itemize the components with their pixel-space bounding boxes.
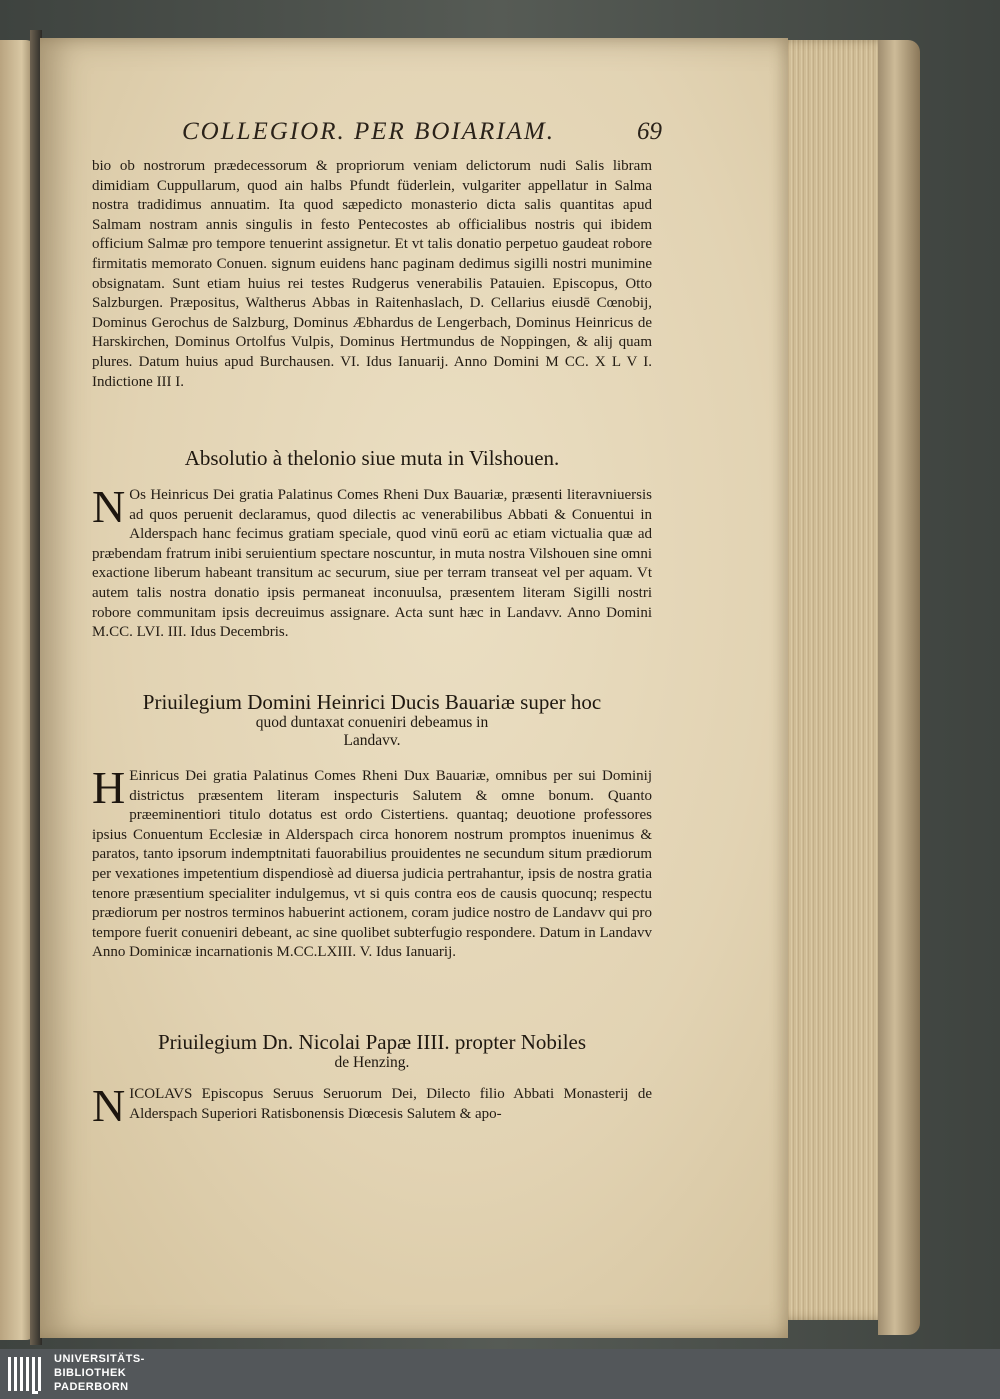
library-name [54, 1352, 145, 1394]
heading-line-1: Priuilegium Dn. Nicolai Papæ IIII. propter Nobiles [157, 1030, 587, 1054]
dropcap: N [92, 481, 126, 532]
paragraph-body: Os Heinricus Dei gratia Palatinus Comes Rheni Dux Bauariæ, præsenti literavniuersis ad quos peruenit declaramus, quod dilectis ac venerabilibus Abbati & Conuentui in Alderspach hanc fecimus gratiam speciale, quod vinū eorū ac etiam victualia quæ ad præbendam fratrum inibi seruientium spectare noscuntur, in muta nostra Vilshouen sine omni exactione liberum habeant transitum ac securum, siue per terram transeat vel per aquam. Vt autem talis nostra donatio ipsis permaneat inconuulsa, præsentem literam Sigilli nostri robore communitam ipsis decreuimus assignare. Acta sunt hæc in Landavv. Anno Domini M.CC. LVI. III. Idus Decembris. [92, 487, 652, 641]
page-block-edges [775, 40, 885, 1320]
heading-text: Absolutio à thelonio siue muta in Vilshouen. [184, 446, 560, 470]
heading-line-1: Priuilegium Domini Heinrici Ducis Bauariæ super hoc [142, 690, 602, 714]
library-footer [0, 1349, 1000, 1399]
running-head [182, 118, 662, 150]
library-name-line-3: PADERBORN [54, 1381, 129, 1393]
heading-line-3: Landavv. [343, 732, 401, 749]
paragraph-body: Einricus Dei gratia Palatinus Comes Rheni Dux Bauariæ, omnibus per sui Dominij districtus præsentem literam inspecturis Salutem & omne bonum. Quanto præeminentiori titulo dotatus est ordo Cistertiens. quantaq; deuotione professores ipsius Conuentum Ecclesiæ in Alderspach circa honorem nostrum promptos inuenimus & paratos, tanto ipsorum indemptnitati fauorabilius prouidentes ne secundum situm prædiorum per vexationes impetentium dispendiosè ad diuersa judicia pertrahantur, ipsis de nostra gratia tenore præsentium specialiter indulgemus, vt si quis contra eos de causis quocunq; respectu prædiorum per nostros terminos habuerint actionem, coram judice nostro de Landavv qui pro tempore fuerit conueniri debeant, ac sine quolibet subterfugio respondere. Datum in Landavv Anno Dominicæ incarnationis M.CC.LXIII. V. Idus Ianuarij. [92, 768, 652, 961]
running-head-title: COLLEGIOR. PER BOIARIAM. [182, 118, 555, 145]
section-heading-priuilegium-heinrici [92, 690, 652, 750]
section-heading-absolutio [92, 446, 652, 470]
heading-line-2: de Henzing. [334, 1054, 410, 1071]
paragraph-body: ICOLAVS Episcopus Seruus Seruorum Dei, Dilecto filio Abbati Monasterij de Alderspach Superiori Ratisbonensis Diœcesis Salutem & apo- [129, 1086, 652, 1122]
library-name-line-1: UNIVERSITÄTS- [54, 1353, 145, 1365]
dropcap: H [92, 762, 126, 813]
dropcap: N [92, 1080, 126, 1131]
heading-line-2: quod duntaxat conueniri debeamus in [255, 714, 489, 731]
library-logo-icon [6, 1353, 46, 1395]
page-number: 69 [637, 118, 662, 145]
paragraph-heinricus-privilege [92, 762, 652, 963]
section-heading-priuilegium-nicolai [92, 1030, 652, 1072]
paragraph-heinricus-charter [92, 481, 652, 643]
paragraph-nicolaus [92, 1080, 652, 1131]
library-name-line-2: BIBLIOTHEK [54, 1367, 127, 1379]
book-cover-edge [878, 40, 920, 1335]
paragraph-continuation: bio ob nostrorum prædecessorum & propriorum veniam delictorum nudi Salis libram dimidiam Cuppullarum, quod ain halbs Pfundt füderlein, vulgariter appellatur in Salma nostra tradidimus annuatim. Ita quod sæpedicto monasterio dicta salis quantitas apud Salmam nostram annis singulis in festo Pentecostes ab officialibus nostris qui ibidem officium Salmæ pro tempore tenuerint assignetur. Et vt talis donatio perpetuo gaudeat robore firmitatis memorato Conuen. signum euidens hanc paginam dedimus sigilli nostri munimine obsignatam. Sunt etiam huius rei testes Rudgerus venerabilis Patauien. Episcopus, Otto Salzburgen. Præpositus, Waltherus Abbas in Raitenhaslach, D. Cellarius eiusdē Cœnobij, Dominus Gerochus de Salzburg, Dominus Æbhardus de Lengerbach, Dominus Heinricus de Harskirchen, Dominus Ortolfus Vulpis, Dominus Hertmundus de Noppingen, & alij quam plures. Datum huius apud Burchausen. VI. Idus Ianuarij. Anno Domini M CC. X L V I. Indictione III I. [92, 158, 652, 390]
